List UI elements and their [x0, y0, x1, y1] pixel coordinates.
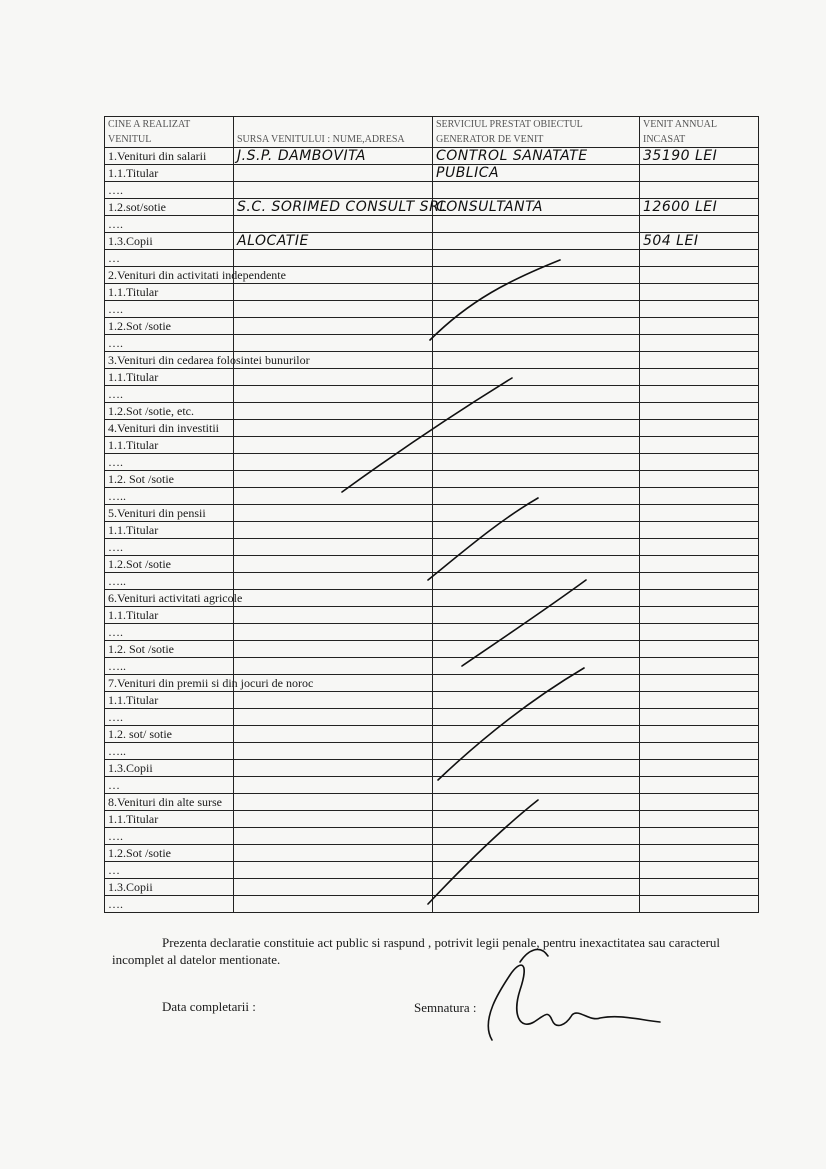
row-label: 1.2. Sot /sotie [105, 641, 234, 658]
service-cell [433, 811, 640, 828]
service-cell [433, 318, 640, 335]
amount-cell [640, 675, 759, 692]
service-cell [433, 692, 640, 709]
header-who: CINE A REALIZAT VENITUL [105, 117, 234, 148]
amount-cell [640, 216, 759, 233]
income-source-cell [234, 658, 433, 675]
statement-text: Prezenta declaratie constituie act public si raspund , potrivit legii penale, pentru inexactitatea sau caracterul incomplet al datelor mentionate. [112, 935, 721, 967]
service-cell [433, 675, 640, 692]
table-row [105, 624, 759, 641]
amount-cell [640, 879, 759, 896]
row-label: 3.Venituri din cedarea folosintei bunurilor [105, 352, 234, 369]
row-label: 7.Venituri din premii si din jocuri de noroc [105, 675, 234, 692]
service-cell [433, 624, 640, 641]
row-label: 1.1.Titular [105, 284, 234, 301]
amount-cell [640, 420, 759, 437]
table-row [105, 845, 759, 862]
row-label: …. [105, 335, 234, 352]
table-row [105, 539, 759, 556]
amount-cell [640, 777, 759, 794]
section-row [105, 352, 759, 369]
signature-label: Semnatura : [414, 1000, 477, 1015]
income-source-cell [234, 743, 433, 760]
income-source-cell [234, 573, 433, 590]
row-label: 1.1.Titular [105, 522, 234, 539]
income-source-cell [234, 335, 433, 352]
service-cell [433, 539, 640, 556]
service-cell [433, 879, 640, 896]
amount-cell [640, 250, 759, 267]
table-row [105, 250, 759, 267]
amount-cell: 12600 LEI [640, 199, 759, 216]
income-source-cell [234, 811, 433, 828]
row-label: 1.Venituri din salarii [105, 148, 234, 165]
amount-cell [640, 743, 759, 760]
income-table [104, 116, 759, 913]
service-cell [433, 709, 640, 726]
section-row [105, 267, 759, 284]
table-row [105, 233, 759, 250]
amount-cell [640, 267, 759, 284]
income-source-cell [234, 505, 433, 522]
row-label: …. [105, 301, 234, 318]
income-source-cell [234, 828, 433, 845]
income-source-cell [234, 216, 433, 233]
service-cell [433, 573, 640, 590]
service-cell [433, 828, 640, 845]
table-header [105, 117, 759, 148]
row-label: 1.1.Titular [105, 369, 234, 386]
table-row [105, 199, 759, 216]
table-row [105, 148, 759, 165]
amount-cell [640, 352, 759, 369]
row-label: 1.2. Sot /sotie [105, 471, 234, 488]
table-row [105, 284, 759, 301]
row-label: 8.Venituri din alte surse [105, 794, 234, 811]
table-row [105, 607, 759, 624]
service-cell [433, 590, 640, 607]
row-label: 1.3.Copii [105, 879, 234, 896]
service-cell [433, 403, 640, 420]
table-row [105, 556, 759, 573]
amount-cell [640, 505, 759, 522]
income-source-cell [234, 777, 433, 794]
row-label: 1.3.Copii [105, 760, 234, 777]
table-row [105, 522, 759, 539]
service-cell [433, 862, 640, 879]
row-label: 2.Venituri din activitati independente [105, 267, 234, 284]
amount-cell [640, 845, 759, 862]
section-row [105, 794, 759, 811]
row-label: 1.2.Sot /sotie, etc. [105, 403, 234, 420]
income-source-cell: ALOCATIE [234, 233, 433, 250]
amount-cell [640, 726, 759, 743]
amount-cell [640, 301, 759, 318]
row-label: 1.2.Sot /sotie [105, 318, 234, 335]
amount-cell [640, 794, 759, 811]
section-row [105, 590, 759, 607]
table-row [105, 862, 759, 879]
row-label: …. [105, 828, 234, 845]
service-cell [433, 777, 640, 794]
income-source-cell [234, 403, 433, 420]
income-source-cell [234, 522, 433, 539]
income-source-cell [234, 165, 433, 182]
income-source-cell [234, 250, 433, 267]
row-label: … [105, 250, 234, 267]
amount-cell: 504 LEI [640, 233, 759, 250]
service-cell [433, 896, 640, 913]
header-amount: VENIT ANNUAL INCASAT [640, 117, 759, 148]
service-cell [433, 845, 640, 862]
amount-cell [640, 658, 759, 675]
row-label: ….. [105, 743, 234, 760]
row-label: ….. [105, 658, 234, 675]
service-cell [433, 437, 640, 454]
amount-cell [640, 641, 759, 658]
service-cell [433, 420, 640, 437]
service-cell [433, 386, 640, 403]
service-cell [433, 250, 640, 267]
table-row [105, 760, 759, 777]
service-cell: CONTROL SANATATE [433, 148, 640, 165]
service-cell [433, 352, 640, 369]
row-label: 1.2.sot/sotie [105, 199, 234, 216]
service-cell [433, 488, 640, 505]
table-row [105, 658, 759, 675]
amount-cell [640, 539, 759, 556]
income-source-cell [234, 845, 433, 862]
income-source-cell [234, 369, 433, 386]
table-row [105, 318, 759, 335]
amount-cell [640, 403, 759, 420]
income-source-cell [234, 556, 433, 573]
table-row [105, 369, 759, 386]
income-source-cell [234, 284, 433, 301]
income-source-cell: S.C. SORIMED CONSULT SRL [234, 199, 433, 216]
income-source-cell: J.S.P. DAMBOVITA [234, 148, 433, 165]
service-cell [433, 335, 640, 352]
service-cell [433, 743, 640, 760]
amount-cell [640, 437, 759, 454]
service-cell [433, 267, 640, 284]
table-row [105, 726, 759, 743]
row-label: 1.1.Titular [105, 811, 234, 828]
income-source-cell [234, 471, 433, 488]
income-source-cell [234, 182, 433, 199]
income-source-cell [234, 879, 433, 896]
section-row [105, 505, 759, 522]
amount-cell [640, 556, 759, 573]
table-row [105, 777, 759, 794]
service-cell [433, 216, 640, 233]
amount-cell [640, 454, 759, 471]
table-row [105, 437, 759, 454]
table-row [105, 386, 759, 403]
table-row [105, 692, 759, 709]
income-source-cell [234, 454, 433, 471]
row-label: 4.Venituri din investitii [105, 420, 234, 437]
income-source-cell [234, 437, 433, 454]
service-cell [433, 284, 640, 301]
row-label: …. [105, 539, 234, 556]
amount-cell [640, 862, 759, 879]
row-label: …. [105, 454, 234, 471]
amount-cell [640, 182, 759, 199]
table-row [105, 811, 759, 828]
amount-cell [640, 488, 759, 505]
income-source-cell [234, 301, 433, 318]
table-row [105, 403, 759, 420]
income-source-cell [234, 726, 433, 743]
row-label: 5.Venituri din pensii [105, 505, 234, 522]
service-cell [433, 522, 640, 539]
amount-cell [640, 624, 759, 641]
amount-cell [640, 760, 759, 777]
table-row [105, 454, 759, 471]
amount-cell [640, 369, 759, 386]
income-source-cell [234, 607, 433, 624]
service-cell [433, 369, 640, 386]
row-label: 1.3.Copii [105, 233, 234, 250]
amount-cell [640, 811, 759, 828]
income-source-cell [234, 488, 433, 505]
service-cell [433, 301, 640, 318]
amount-cell [640, 590, 759, 607]
row-label: …. [105, 709, 234, 726]
service-cell [433, 658, 640, 675]
amount-cell [640, 896, 759, 913]
table-row [105, 488, 759, 505]
income-source-cell [234, 420, 433, 437]
amount-cell [640, 607, 759, 624]
row-label: … [105, 862, 234, 879]
table-row [105, 216, 759, 233]
table-row [105, 828, 759, 845]
amount-cell [640, 692, 759, 709]
row-label: ….. [105, 573, 234, 590]
income-source-cell [234, 862, 433, 879]
row-label: 1.1.Titular [105, 165, 234, 182]
amount-cell [640, 165, 759, 182]
row-label: …. [105, 896, 234, 913]
amount-cell [640, 335, 759, 352]
service-cell [433, 794, 640, 811]
row-label: 1.2. sot/ sotie [105, 726, 234, 743]
income-source-cell [234, 760, 433, 777]
table-row [105, 301, 759, 318]
signature-scribble [488, 965, 660, 1040]
amount-cell [640, 522, 759, 539]
income-source-cell [234, 624, 433, 641]
row-label: 1.2.Sot /sotie [105, 845, 234, 862]
service-cell [433, 233, 640, 250]
income-source-cell [234, 709, 433, 726]
date-label: Data completarii : [162, 999, 256, 1014]
amount-cell [640, 386, 759, 403]
row-label: 1.1.Titular [105, 607, 234, 624]
service-cell [433, 607, 640, 624]
income-source-cell [234, 692, 433, 709]
service-cell: CONSULTANTA [433, 199, 640, 216]
amount-cell [640, 709, 759, 726]
table-row [105, 641, 759, 658]
amount-cell [640, 318, 759, 335]
section-row [105, 420, 759, 437]
income-source-cell [234, 641, 433, 658]
table-row [105, 709, 759, 726]
table-row [105, 573, 759, 590]
row-label: 1.1.Titular [105, 692, 234, 709]
table-row [105, 182, 759, 199]
row-label: ….. [105, 488, 234, 505]
table-row [105, 743, 759, 760]
service-cell [433, 556, 640, 573]
row-label: …. [105, 386, 234, 403]
service-cell [433, 454, 640, 471]
service-cell [433, 471, 640, 488]
service-cell [433, 505, 640, 522]
amount-cell [640, 284, 759, 301]
table-row [105, 165, 759, 182]
header-source: SURSA VENITULUI : NUME,ADRESA [234, 117, 433, 148]
table-row [105, 471, 759, 488]
row-label: 6.Venituri activitati agricole [105, 590, 234, 607]
amount-cell [640, 828, 759, 845]
amount-cell: 35190 LEI [640, 148, 759, 165]
service-cell: PUBLICA [433, 165, 640, 182]
income-source-cell [234, 386, 433, 403]
statement [112, 934, 752, 968]
service-cell [433, 182, 640, 199]
income-source-cell [234, 590, 433, 607]
income-source-cell [234, 539, 433, 556]
row-label: … [105, 777, 234, 794]
income-source-cell [234, 794, 433, 811]
amount-cell [640, 573, 759, 590]
row-label: …. [105, 624, 234, 641]
row-label: …. [105, 182, 234, 199]
amount-cell [640, 471, 759, 488]
header-service: SERVICIUL PRESTAT OBIECTUL GENERATOR DE VENIT [433, 117, 640, 148]
row-label: 1.2.Sot /sotie [105, 556, 234, 573]
table-row [105, 896, 759, 913]
service-cell [433, 760, 640, 777]
row-label: 1.1.Titular [105, 437, 234, 454]
service-cell [433, 726, 640, 743]
income-source-cell [234, 318, 433, 335]
row-label: …. [105, 216, 234, 233]
table-row [105, 335, 759, 352]
service-cell [433, 641, 640, 658]
section-row [105, 675, 759, 692]
table-row [105, 879, 759, 896]
income-source-cell [234, 896, 433, 913]
